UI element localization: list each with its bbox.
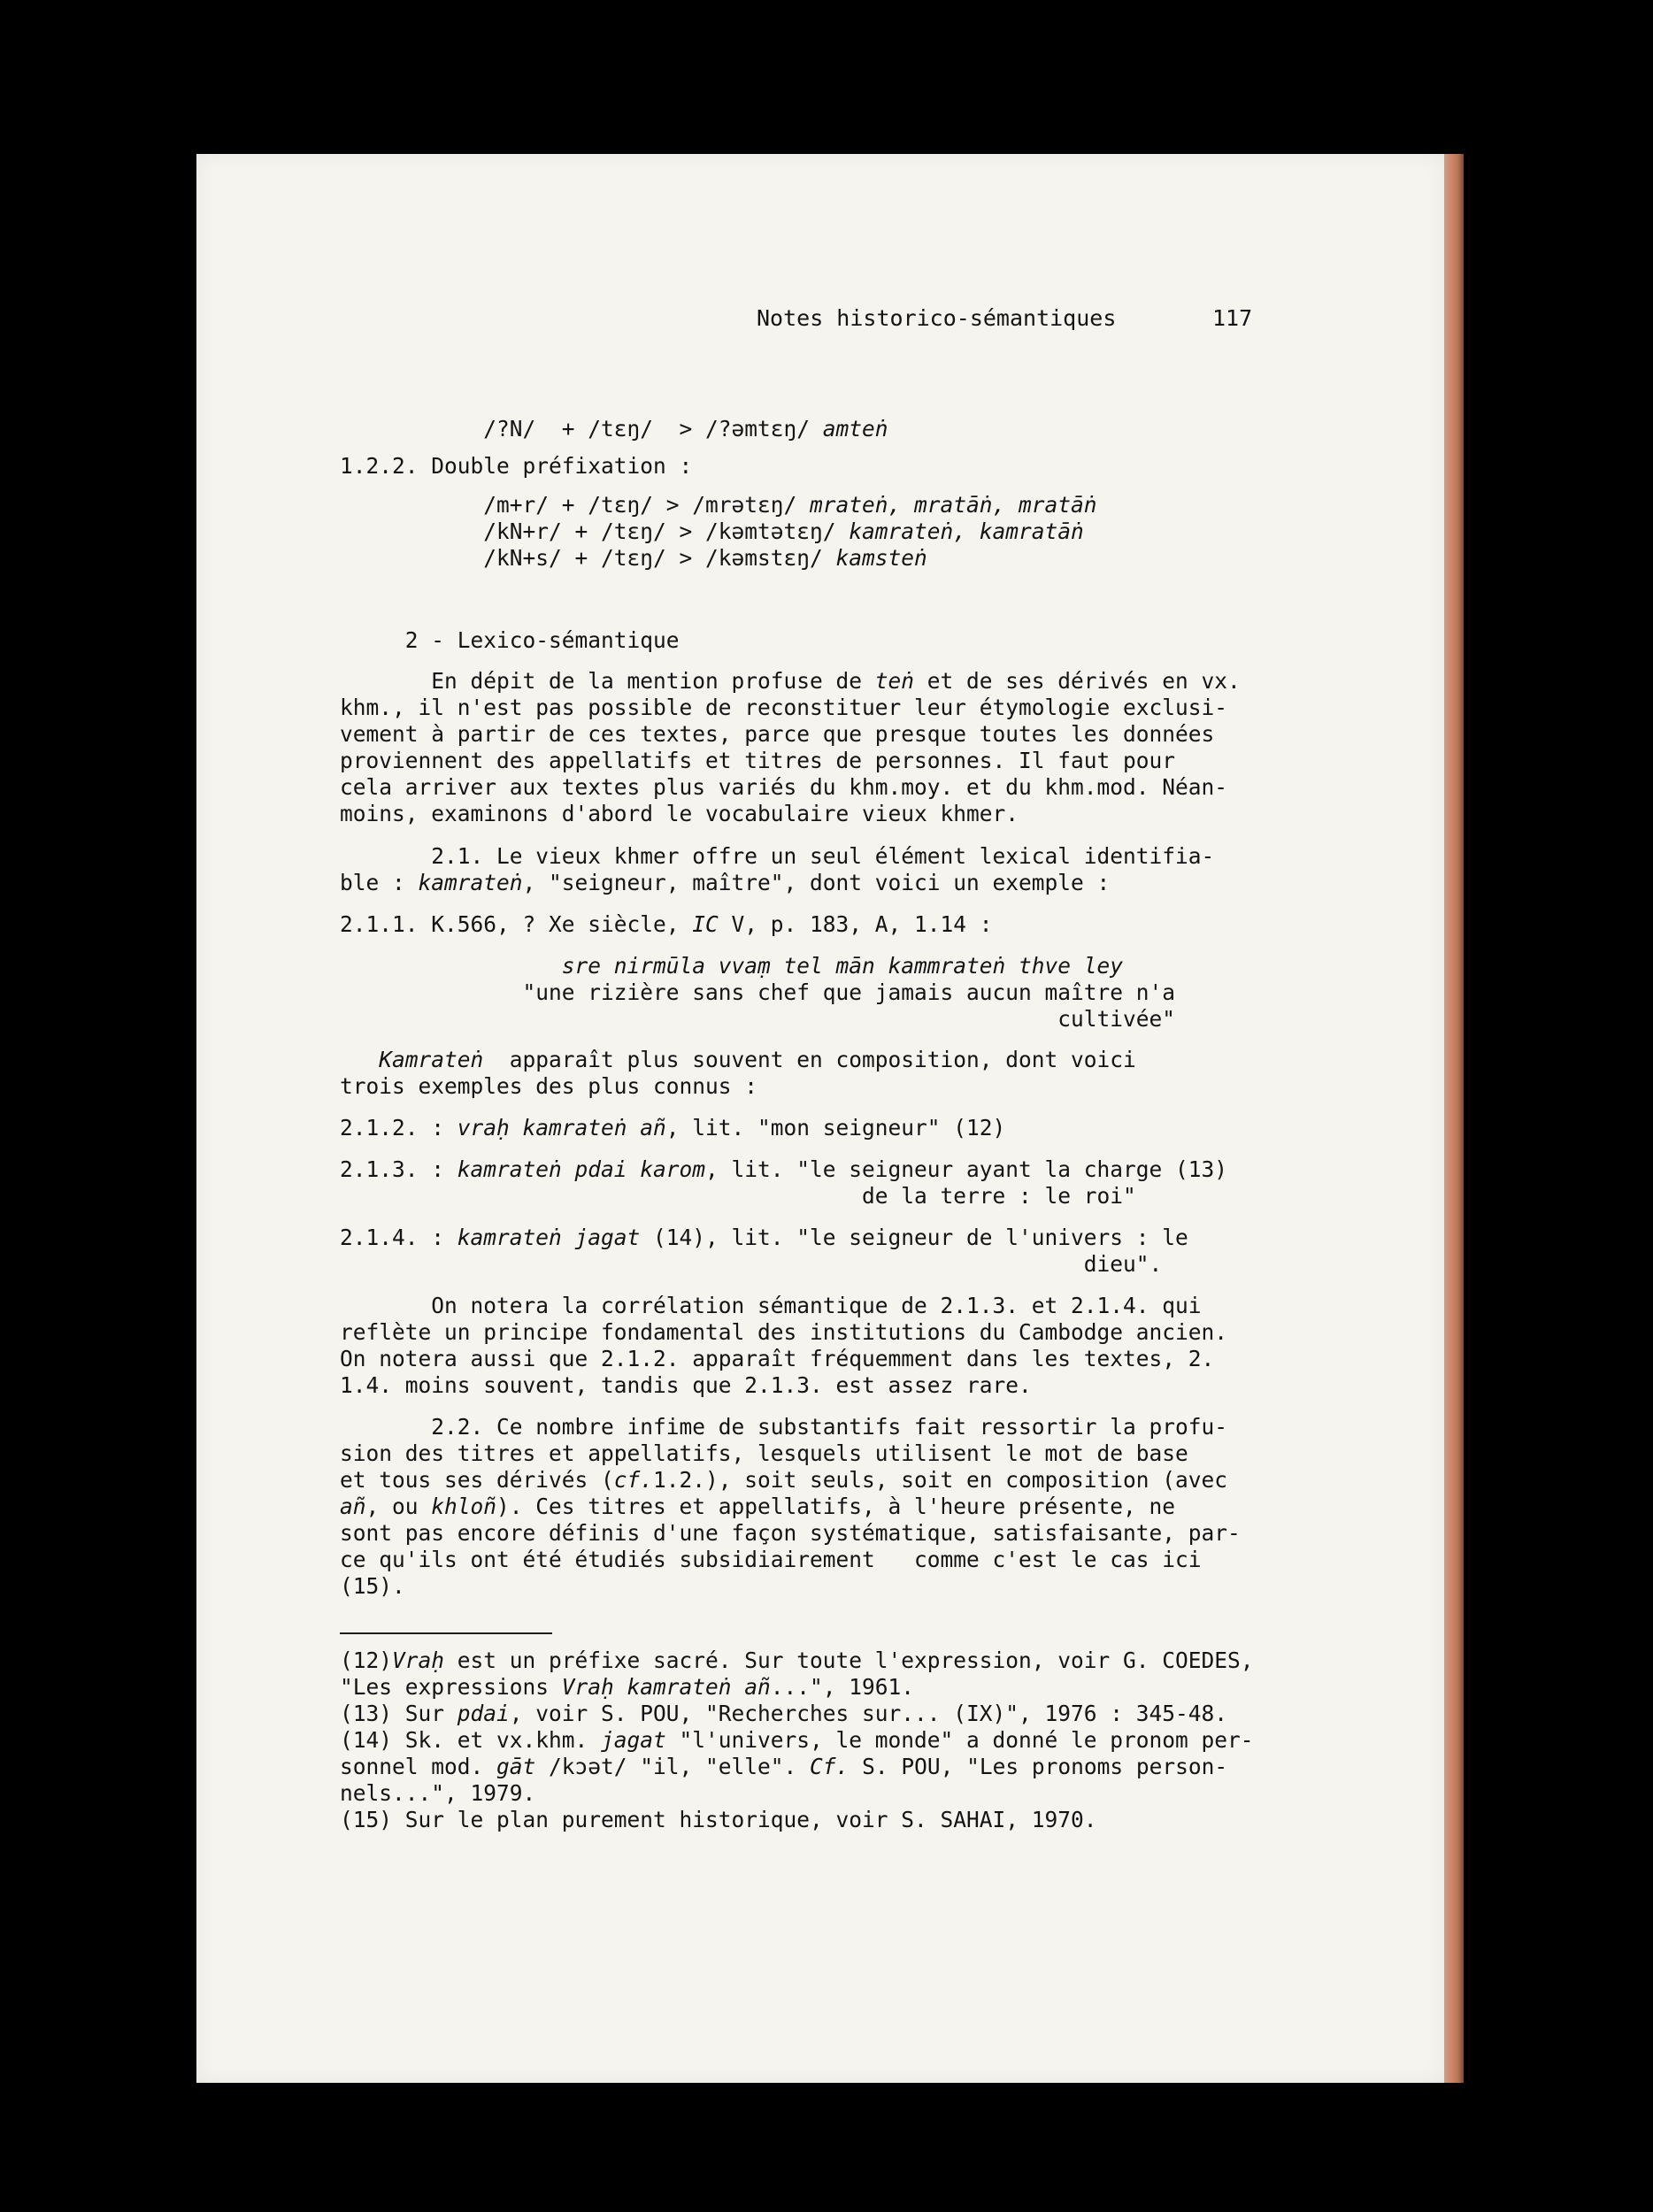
paragraph-line: ce qu'ils ont été étudiés subsidiairement comme c'est le cas ici bbox=[340, 1547, 1202, 1572]
text-run: (14), lit. "le seigneur de l'univers : le bbox=[640, 1225, 1188, 1250]
example-line bbox=[340, 1115, 1295, 1141]
paragraph-line bbox=[340, 1467, 1295, 1494]
term: khloñ bbox=[431, 1494, 497, 1519]
footnote-14 bbox=[340, 1727, 1295, 1754]
footnote-15: (15) Sur le plan purement historique, voir S. SAHAI, 1970. bbox=[340, 1807, 1097, 1832]
example-line bbox=[340, 1225, 1295, 1251]
morph-formula: /kN+r/ + /tɛŋ/ > /kəmtətɛŋ/ bbox=[340, 518, 850, 544]
paragraph-line bbox=[340, 870, 1295, 896]
paragraph-line: 2.2. Ce nombre infime de substantifs fait ressortir la profu- bbox=[340, 1414, 1228, 1440]
text-run: et tous ses dérivés ( bbox=[340, 1467, 614, 1493]
paragraph-line: khm., il n'est pas possible de reconstituer leur étymologie exclusi- bbox=[340, 695, 1228, 720]
paragraph-line: trois exemples des plus connus : bbox=[340, 1073, 758, 1099]
paragraph-line bbox=[340, 668, 1295, 695]
paragraph-line: 1.4. moins souvent, tandis que 2.1.3. est assez rare. bbox=[340, 1372, 1032, 1398]
paragraph-line: On notera la corrélation sémantique de 2.1.3. et 2.1.4. qui bbox=[340, 1293, 1202, 1318]
text-run: ...", 1961. bbox=[770, 1674, 915, 1700]
morph-line bbox=[340, 492, 1295, 518]
text-run: V, p. 183, A, 1.14 : bbox=[718, 911, 993, 937]
example-line: dieu". bbox=[340, 1251, 1163, 1277]
term: IC bbox=[692, 911, 719, 937]
text-run: ). Ces titres et appellatifs, à l'heure présente, ne bbox=[496, 1494, 1176, 1519]
text-run: S. POU, "Les pronoms person- bbox=[849, 1754, 1228, 1779]
term: Vraḥ bbox=[392, 1647, 445, 1673]
morph-form: kamrateṅ, kamratāṅ bbox=[849, 518, 1084, 544]
morph-form: amteṅ bbox=[822, 416, 888, 442]
paragraph-line: reflète un principe fondamental des institutions du Cambodge ancien. bbox=[340, 1319, 1228, 1345]
text-run: sonnel mod. bbox=[340, 1754, 497, 1779]
term: pdai bbox=[457, 1701, 510, 1726]
footnote-14-line-2 bbox=[340, 1754, 1295, 1780]
footnote-rule bbox=[340, 1632, 552, 1634]
text-run: 2.1.3. : bbox=[340, 1156, 457, 1182]
term: Vraḥ kamrateṅ añ bbox=[561, 1674, 771, 1700]
term: jagat bbox=[601, 1727, 666, 1753]
footnote-12 bbox=[340, 1647, 1295, 1674]
section-heading: 2 - Lexico-sémantique bbox=[340, 627, 680, 653]
morph-line bbox=[340, 545, 1295, 572]
paragraph-line: 2.1. Le vieux khmer offre un seul élément lexical identifia- bbox=[340, 843, 1215, 869]
morph-form: mrateṅ, mratāṅ, mratāṅ bbox=[810, 492, 1097, 518]
morph-line bbox=[340, 518, 1295, 545]
morph-form: kamsteṅ bbox=[835, 545, 927, 571]
term: vraḥ kamrateṅ añ bbox=[457, 1115, 666, 1141]
paragraph-line: moins, examinons d'abord le vocabulaire vieux khmer. bbox=[340, 801, 1019, 826]
page-number: 117 bbox=[1212, 305, 1253, 331]
text-run bbox=[340, 1047, 379, 1072]
text-run: et de ses dérivés en vx. bbox=[914, 668, 1241, 694]
text-run: (13) Sur bbox=[340, 1701, 457, 1726]
page-edge bbox=[1444, 154, 1464, 2083]
footnote-marker: (12) bbox=[340, 1647, 393, 1673]
text-run: "Les expressions bbox=[340, 1674, 562, 1700]
text-run: est un préfixe sacré. Sur toute l'expression, voir G. COEDES, bbox=[444, 1647, 1254, 1673]
text-run: , lit. "mon seigneur" (12) bbox=[665, 1115, 1006, 1141]
term: Kamrateṅ bbox=[379, 1047, 484, 1072]
paragraph-line: sion des titres et appellatifs, lesquels utilisent le mot de base bbox=[340, 1440, 1188, 1466]
text-run: /kɔət/ "il, "elle". bbox=[535, 1754, 811, 1779]
morph-line bbox=[340, 416, 1295, 442]
text-run: 1.2.), soit seuls, soit en composition (avec bbox=[653, 1467, 1228, 1493]
translation-line: "une rizière sans chef que jamais aucun maître n'a bbox=[340, 979, 1176, 1005]
text-run: apparaît plus souvent en composition, dont voici bbox=[483, 1047, 1136, 1072]
translation-line: cultivée" bbox=[340, 1006, 1176, 1032]
paragraph-line: vement à partir de ces textes, parce que presque toutes les données bbox=[340, 721, 1215, 747]
morph-formula: /?N/ + /tɛŋ/ > /?əmtɛŋ/ bbox=[340, 416, 823, 442]
text-run: , ou bbox=[365, 1494, 432, 1519]
section-heading: 1.2.2. Double préfixation : bbox=[340, 453, 693, 479]
paragraph-line bbox=[340, 1047, 1295, 1073]
text-run: , "seigneur, maître", dont voici un exemple : bbox=[522, 870, 1111, 895]
morph-formula: /m+r/ + /tɛŋ/ > /mrətɛŋ/ bbox=[340, 492, 811, 518]
term: añ bbox=[340, 1494, 366, 1519]
term: gāt bbox=[496, 1754, 536, 1779]
paragraph-line: On notera aussi que 2.1.2. apparaît fréquemment dans les textes, 2. bbox=[340, 1346, 1215, 1371]
text-run: 2.1.4. : bbox=[340, 1225, 457, 1250]
running-title: Notes historico-sémantiques bbox=[757, 305, 1117, 331]
term: cf. bbox=[613, 1467, 654, 1493]
footnote-14-line-3: nels...", 1979. bbox=[340, 1780, 536, 1806]
example-line bbox=[340, 1156, 1295, 1183]
khmer-quote: sre nirmūla vvaṃ tel mān kammrateṅ thve ley bbox=[340, 953, 1124, 979]
paragraph-line: sont pas encore définis d'une façon systématique, satisfaisante, par- bbox=[340, 1520, 1241, 1546]
footnote-12-line-2 bbox=[340, 1674, 1295, 1701]
text-run: En dépit de la mention profuse de bbox=[340, 668, 875, 694]
paragraph-line: proviennent des appellatifs et titres de personnes. Il faut pour bbox=[340, 748, 1176, 773]
term: Cf. bbox=[810, 1754, 850, 1779]
paragraph-line: cela arriver aux textes plus variés du khm.moy. et du khm.mod. Néan- bbox=[340, 774, 1228, 800]
paragraph-line bbox=[340, 1494, 1295, 1520]
text-run: 2.1.1. K.566, ? Xe siècle, bbox=[340, 911, 693, 937]
morph-formula: /kN+s/ + /tɛŋ/ > /kəmstɛŋ/ bbox=[340, 545, 836, 571]
text-run: , lit. "le seigneur ayant la charge (13) bbox=[705, 1156, 1228, 1182]
term: kamrateṅ jagat bbox=[457, 1225, 641, 1250]
text-run: , voir S. POU, "Recherches sur... (IX)", 1976 : 345-48. bbox=[509, 1701, 1228, 1726]
paragraph-line: (15). bbox=[340, 1573, 405, 1599]
text-run: 2.1.2. : bbox=[340, 1115, 457, 1141]
text-run: ble : bbox=[340, 870, 419, 895]
term: kamrateṅ pdai karom bbox=[457, 1156, 706, 1182]
footnote-13 bbox=[340, 1701, 1295, 1727]
example-line bbox=[340, 911, 1295, 938]
term: teṅ bbox=[874, 668, 915, 694]
text-run: "l'univers, le monde" a donné le pronom per- bbox=[665, 1727, 1254, 1753]
example-line: de la terre : le roi" bbox=[340, 1183, 1136, 1209]
text-run: (14) Sk. et vx.khm. bbox=[340, 1727, 602, 1753]
term: kamrateṅ bbox=[418, 870, 523, 895]
